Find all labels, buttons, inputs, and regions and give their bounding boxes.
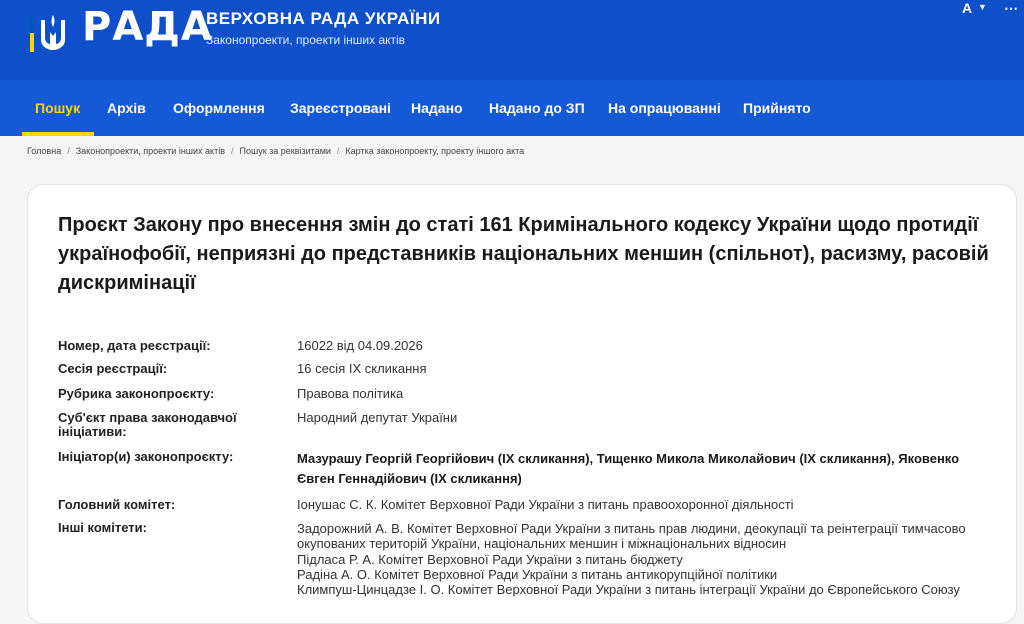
field-label-subject: Суб'єкт права законодавчої ініціативи: xyxy=(58,410,237,439)
field-value-rubric: Правова політика xyxy=(297,386,404,401)
breadcrumb-home[interactable]: Головна xyxy=(27,146,62,156)
site-header xyxy=(0,0,1024,80)
nav-item-submitted-to-plenary[interactable]: Надано до ЗП xyxy=(489,100,585,116)
field-value-subject: Народний депутат України xyxy=(297,410,458,425)
nav-item-archive[interactable]: Архів xyxy=(107,100,146,116)
breadcrumb-search[interactable]: Пошук за реквізитами xyxy=(239,146,331,156)
other-committee-1: Задорожний А. В. Комітет Верховної Ради України з питань прав людини, деокупації та реінтеграції тимчасово окупованих територій України, національних меншин і міжнаціональних відносин xyxy=(297,521,966,551)
breadcrumb xyxy=(27,146,524,156)
field-label-other-committees: Інші комітети: xyxy=(58,520,147,535)
field-value-initiators[interactable]: Мазурашу Георгій Георгійович (IX скликання), Тищенко Микола Миколайович (IX скликання), Яковенко Євген Геннадійович (IX скликання) xyxy=(297,451,960,486)
breadcrumb-bills[interactable]: Законопроекти, проекти інших актів xyxy=(75,146,226,156)
field-value-session: 16 сесія IX скликання xyxy=(297,361,427,376)
field-label-rubric: Рубрика законопроєкту: xyxy=(58,386,215,401)
bill-title: Проєкт Закону про внесення змін до статі 161 Кримінального кодексу України щодо протидії українофобії, неприязні до представників національних меншин (спільнот), расизму, расовій дискримінації xyxy=(58,214,989,294)
site-subtitle: Законопроекти, проекти інших актів xyxy=(206,33,406,47)
breadcrumb-separator: / xyxy=(336,146,340,156)
font-size-toggle[interactable]: A xyxy=(962,0,973,16)
nav-item-submitted[interactable]: Надано xyxy=(411,100,463,116)
field-label-main-committee: Головний комітет: xyxy=(58,497,176,512)
nav-active-indicator xyxy=(22,132,94,136)
field-value-number-date: 16022 від 04.09.2026 xyxy=(297,338,423,353)
other-committee-4: Климпуш-Цинцадзе І. О. Комітет Верховної Ради України з питань інтеграції України до Європейського Союзу xyxy=(297,582,960,597)
other-committee-3: Радіна А. О. Комітет Верховної Ради України з питань антикорупційної політики xyxy=(297,567,778,582)
breadcrumb-separator: / xyxy=(67,146,70,156)
nav-item-adopted[interactable]: Прийнято xyxy=(743,100,811,116)
breadcrumb-current: Картка законопроекту, проекту іншого акта xyxy=(345,146,525,156)
main-nav xyxy=(0,80,1024,136)
nav-item-registered[interactable]: Зареєстровані xyxy=(290,100,391,116)
nav-item-search[interactable]: Пошук xyxy=(35,100,81,116)
field-value-main-committee: Іонушас С. К. Комітет Верховної Ради України з питань правоохоронної діяльності xyxy=(297,497,794,512)
logo-text[interactable]: РАДА xyxy=(82,4,213,50)
other-committee-2: Підласа Р. А. Комітет Верховної Ради України з питань бюджету xyxy=(297,552,683,567)
nav-item-drafting[interactable]: Оформлення xyxy=(173,100,265,116)
nav-item-in-processing[interactable]: На опрацюванні xyxy=(608,100,721,116)
breadcrumb-separator: / xyxy=(231,146,234,156)
field-label-initiators: Ініціатор(и) законопроєкту: xyxy=(58,449,234,464)
chevron-down-icon[interactable]: ▼ xyxy=(978,2,987,12)
site-title[interactable]: ВЕРХОВНА РАДА УКРАЇНИ xyxy=(206,9,441,28)
trident-logo-icon[interactable] xyxy=(30,10,76,56)
more-menu-icon[interactable]: ⋯ xyxy=(1004,0,1018,16)
field-label-session: Сесія реєстрації: xyxy=(58,361,168,376)
field-label-number-date: Номер, дата реєстрації: xyxy=(58,338,211,353)
